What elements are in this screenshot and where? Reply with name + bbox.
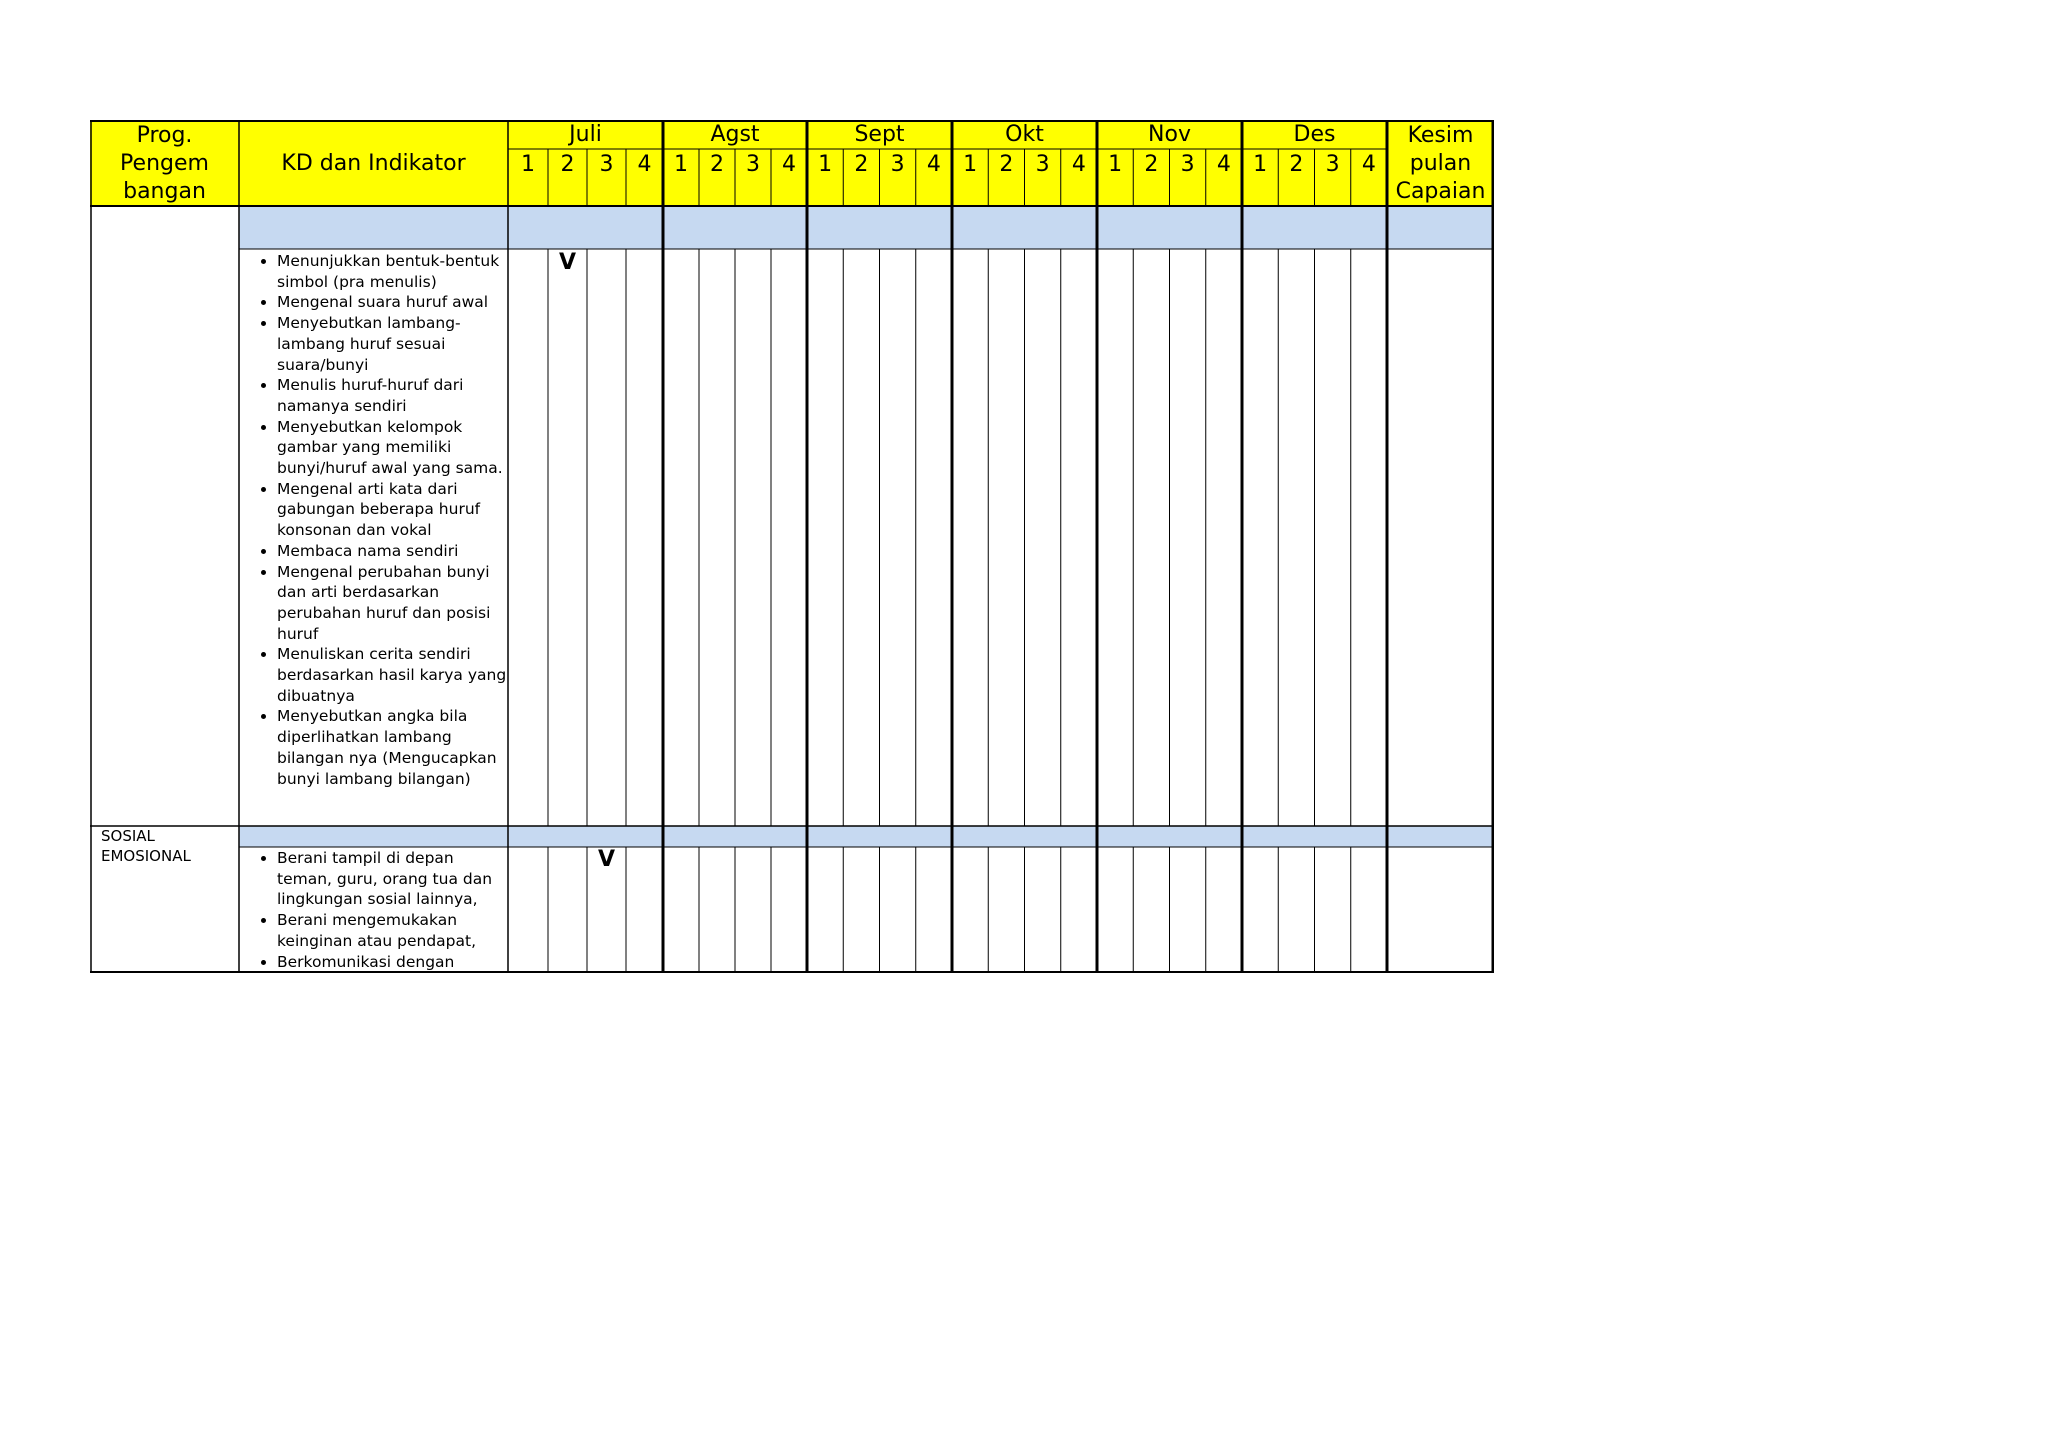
kesimpulan-header-line: Capaian bbox=[1395, 179, 1486, 204]
week-number: 2 bbox=[854, 152, 869, 177]
month-header: Okt bbox=[1005, 122, 1044, 147]
month-header: Sept bbox=[854, 122, 905, 147]
indicator-item: • Mengenal arti kata dari gabungan beberapa huruf konsonan dan vokal bbox=[277, 479, 508, 541]
indicator-item: • Menulis huruf-huruf dari namanya sendiri bbox=[277, 375, 508, 416]
week-number: 3 bbox=[746, 152, 760, 177]
week-number: 4 bbox=[782, 152, 796, 177]
week-number: 3 bbox=[1035, 152, 1050, 177]
kesimpulan-header-line: pulan bbox=[1409, 151, 1472, 176]
month-header: Juli bbox=[569, 122, 602, 147]
indicator-item: • Menuliskan cerita sendiri berdasarkan hasil karya yang dibuatnya bbox=[277, 644, 508, 706]
week-number: 2 bbox=[1289, 152, 1304, 177]
week-number: 3 bbox=[599, 152, 614, 177]
week-number: 4 bbox=[637, 152, 652, 177]
week-number: 4 bbox=[926, 152, 941, 177]
month-header: Agst bbox=[710, 122, 760, 147]
indicator-item: • Berani tampil di depan teman, guru, orang tua dan lingkungan sosial lainnya, bbox=[277, 848, 508, 910]
week-number: 1 bbox=[1253, 152, 1268, 177]
indicator-item: • Menunjukkan bentuk-bentuk simbol (pra menulis) bbox=[277, 251, 508, 292]
month-header: Nov bbox=[1148, 122, 1191, 147]
week-number: 2 bbox=[999, 152, 1014, 177]
kd-band-fill bbox=[240, 207, 1492, 248]
indicator-item: • Mengenal suara huruf awal bbox=[277, 292, 508, 313]
indicator-item: • Mengenal perubahan bunyi dan arti berdasarkan perubahan huruf dan posisi huruf bbox=[277, 562, 508, 645]
indicator-item: • Membaca nama sendiri bbox=[277, 541, 508, 562]
kd-header: KD dan Indikator bbox=[281, 151, 466, 176]
kesimpulan-header-line: Kesim bbox=[1407, 123, 1474, 148]
indicator-item: • Menyebutkan kelompok gambar yang memiliki bunyi/huruf awal yang sama. bbox=[277, 417, 508, 479]
week-number: 4 bbox=[1071, 152, 1086, 177]
week-number: 3 bbox=[1325, 152, 1340, 177]
indicator-item: • Menyebutkan lambang-lambang huruf sesuai suara/bunyi bbox=[277, 313, 508, 375]
week-number: 2 bbox=[560, 152, 575, 177]
prog-label-line: SOSIAL bbox=[101, 827, 155, 845]
week-number: 1 bbox=[521, 152, 535, 177]
week-number: 1 bbox=[963, 152, 978, 177]
week-number: 1 bbox=[1108, 152, 1123, 177]
indicator-item: • Menyebutkan angka bila diperlihatkan lambang bilangan nya (Mengucapkan bunyi lambang bilangan) bbox=[277, 706, 508, 789]
planning-table bbox=[90, 120, 1494, 973]
check-mark: V bbox=[597, 847, 616, 872]
week-number: 1 bbox=[674, 152, 688, 177]
week-number: 4 bbox=[1216, 152, 1231, 177]
check-mark: V bbox=[558, 250, 577, 275]
prog-header-line: Pengem bbox=[120, 151, 209, 176]
kd-band-fill bbox=[240, 827, 1492, 846]
month-header: Des bbox=[1293, 122, 1336, 147]
week-number: 1 bbox=[818, 152, 833, 177]
table-grid bbox=[90, 120, 1494, 973]
prog-label-line: EMOSIONAL bbox=[101, 847, 191, 865]
week-number: 2 bbox=[710, 152, 724, 177]
prog-header-line: bangan bbox=[123, 179, 206, 204]
week-number: 2 bbox=[1144, 152, 1159, 177]
prog-header-line: Prog. bbox=[136, 123, 193, 148]
week-number: 3 bbox=[890, 152, 905, 177]
week-number: 4 bbox=[1361, 152, 1376, 177]
indicator-item: • Berani mengemukakan keinginan atau pendapat, bbox=[277, 910, 508, 951]
indicator-item: • Berkomunikasi dengan bbox=[277, 952, 508, 972]
week-number: 3 bbox=[1180, 152, 1195, 177]
